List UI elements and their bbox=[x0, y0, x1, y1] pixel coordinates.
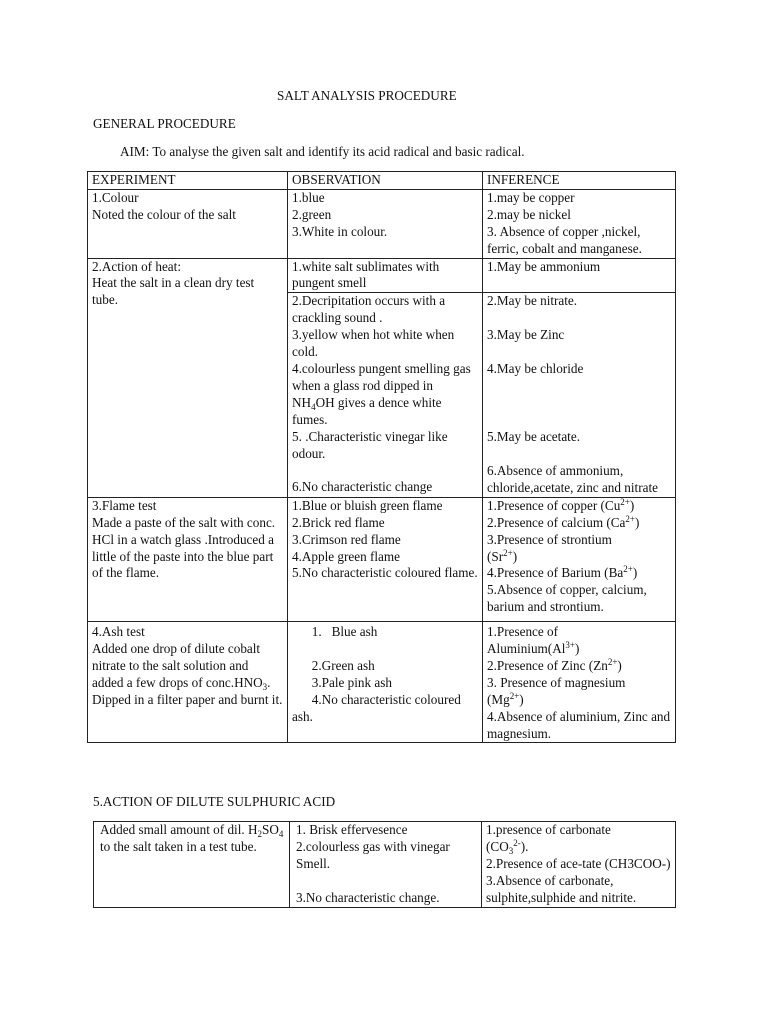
heat-inference-4: 4.May be chloride bbox=[487, 361, 584, 377]
heat-observation-6: 6.No characteristic change bbox=[292, 479, 433, 495]
table-row-sulphuric bbox=[94, 822, 676, 908]
heat-inference-1: 1.May be ammonium bbox=[483, 258, 676, 293]
sulphuric-inference-3: 3.Absence of carbonate, sulphite,sulphide and nitrite. bbox=[486, 872, 637, 905]
table-row-flame bbox=[88, 497, 676, 621]
heat-inference-2: 2.May be nitrate. bbox=[487, 293, 578, 309]
table-header-row bbox=[88, 172, 676, 190]
heat-observation-5: 5. .Characteristic vinegar like odour. bbox=[292, 428, 448, 461]
sulphuric-experiment: Added small amount of dil. $H_2SO_4$ to the salt taken in a test tube. bbox=[94, 822, 290, 908]
sulphuric-inference-2: 2.Presence of ace-tate (CH3COO-) bbox=[486, 855, 671, 871]
flame-inference-3a: 3.Presence of strontium bbox=[487, 531, 612, 547]
ash-observations bbox=[288, 622, 483, 743]
header-observation: OBSERVATION bbox=[288, 172, 483, 190]
flame-inferences bbox=[483, 497, 676, 621]
ash-inference-3b: $(Mg^{2+})$ bbox=[487, 690, 524, 707]
ash-inferences bbox=[483, 622, 676, 743]
aim-statement: AIM: To analyse the given salt and identify its acid radical and basic radical. bbox=[120, 144, 525, 159]
colour-inference: 1.may be copper 2.may be nickel 3. Absence of copper ,nickel, ferric, cobalt and manganese. bbox=[483, 189, 676, 258]
flame-inference-2: 2.Presence of calcium $(Ca^{2+})$ bbox=[487, 513, 640, 530]
section-heading: GENERAL PROCEDURE bbox=[93, 116, 236, 131]
sulphuric-observation-1-2: 1. Brisk effervesence 2.colourless gas with vinegar Smell. bbox=[296, 822, 450, 871]
ash-observation-1: 1. Blue ash bbox=[292, 624, 378, 640]
sulphuric-inference-1a: 1.presence of carbonate bbox=[486, 822, 611, 837]
sulphuric-inference-1b: $(CO_3^{2-})$. bbox=[486, 837, 529, 856]
section-5-heading: 5.ACTION OF DILUTE SULPHURIC ACID bbox=[93, 794, 336, 809]
ash-experiment: 4.Ash test Added one drop of dilute cobalt nitrate to the salt solution and added a few drops of $conc.HNO_3$. Dipped in a filter paper and burnt it. bbox=[88, 622, 288, 743]
flame-experiment: 3.Flame test Made a paste of the salt with conc. HCl in a watch glass .Introduced a little of the paste into the blue part of the flame. bbox=[88, 497, 288, 621]
heat-observation-2: 2.Decripitation occurs with a crackling sound . bbox=[292, 293, 446, 326]
analysis-table bbox=[87, 171, 676, 743]
ash-observation-3: 3.Pale pink ash bbox=[292, 674, 392, 690]
header-experiment: EXPERIMENT bbox=[88, 172, 288, 190]
heat-inferences bbox=[483, 293, 676, 497]
ash-inference-1b: $Aluminium(Al^{3+})$ bbox=[487, 640, 580, 657]
flame-observation: 1.Blue or bluish green flame 2.Brick red flame 3.Crimson red flame 4.Apple green flame 5.No characteristic coloured flame. bbox=[288, 497, 483, 621]
heat-inference-5: 5.May be acetate. bbox=[487, 429, 580, 445]
heat-experiment: 2.Action of heat: Heat the salt in a clean dry test tube. bbox=[88, 258, 288, 497]
header-inference: INFERENCE bbox=[483, 172, 676, 190]
colour-experiment: 1.Colour Noted the colour of the salt bbox=[88, 189, 288, 258]
table-row-ash bbox=[88, 622, 676, 743]
heat-observation-4: 4.colourless pungent smelling gas when a glass rod dipped in $NH_4OH$ gives a dence white fumes. bbox=[292, 360, 471, 427]
table-row-colour bbox=[88, 189, 676, 258]
flame-inference-4: 4.Presence of Barium $(Ba^{2+})$ bbox=[487, 564, 638, 581]
heat-inference-3: 3.May be Zinc bbox=[487, 327, 565, 343]
ash-observation-4: 4.No characteristic coloured ash. bbox=[292, 691, 465, 724]
sulphuric-observations bbox=[290, 822, 482, 908]
flame-inference-3b: $(Sr^{2+})$ bbox=[487, 547, 518, 564]
ash-inference-4: 4.Absence of aluminium, Zinc and magnesium. bbox=[487, 708, 671, 741]
ash-inference-3a: 3. Presence of magnesium bbox=[487, 674, 626, 690]
heat-inference-6: 6.Absence of ammonium, chloride,acetate, zinc and nitrate bbox=[487, 462, 658, 495]
sulphuric-inferences bbox=[482, 822, 676, 908]
colour-observation: 1.blue 2.green 3.White in colour. bbox=[288, 189, 483, 258]
ash-inference-2: 2.Presence of Zinc $(Zn^{2+})$ bbox=[487, 656, 622, 673]
heat-observation-1: 1.white salt sublimates with pungent smell bbox=[288, 258, 483, 293]
flame-inference-5: 5.Absence of copper, calcium, barium and strontium. bbox=[487, 582, 647, 615]
ash-observation-2: 2.Green ash bbox=[292, 658, 375, 674]
heat-observation-3: 3.yellow when hot white when cold. bbox=[292, 327, 455, 360]
heat-observations bbox=[288, 293, 483, 497]
ash-inference-1a: 1.Presence of bbox=[487, 624, 559, 640]
table-row-heat-1 bbox=[88, 258, 676, 293]
sulphuric-acid-table bbox=[93, 821, 676, 908]
sulphuric-observation-3: 3.No characteristic change. bbox=[296, 889, 440, 905]
document-title: SALT ANALYSIS PROCEDURE bbox=[277, 88, 457, 103]
flame-inference-1: 1.Presence of copper $(Cu^{2+})$ bbox=[487, 496, 635, 513]
